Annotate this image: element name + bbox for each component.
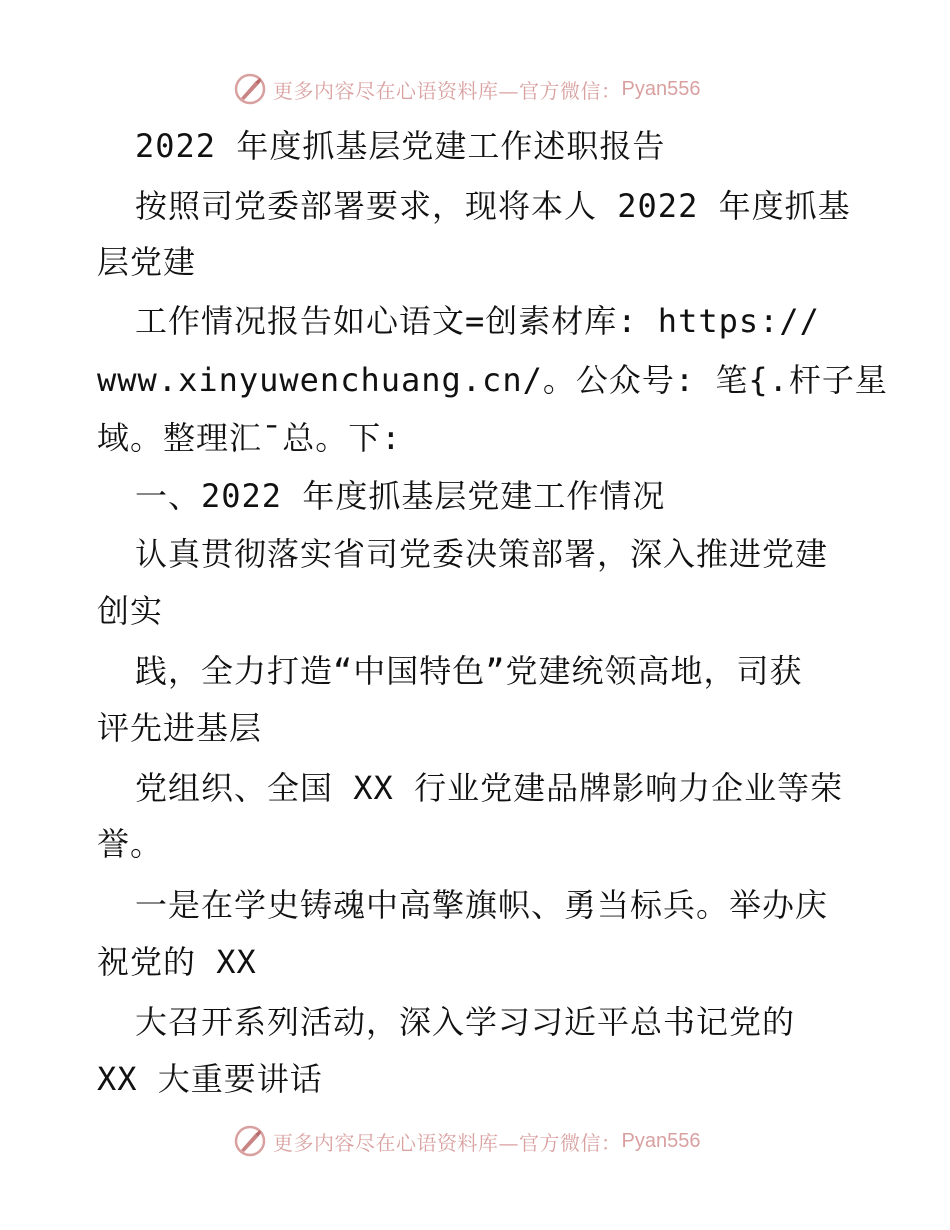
paragraph-line: 按照司党委部署要求，现将本人 2022 年度抓基 bbox=[135, 187, 851, 225]
watermark-header bbox=[233, 72, 700, 106]
paragraph-line: XX 大重要讲话 bbox=[97, 1060, 323, 1098]
paragraph-line: 域。整理汇¯总。下: bbox=[97, 419, 402, 457]
paragraph-line: 大召开系列活动，深入学习习近平总书记党的 bbox=[135, 1003, 796, 1041]
watermark-wechat-id: Pyan556 bbox=[621, 1129, 701, 1152]
paragraph-line: 评先进基层 bbox=[97, 709, 263, 747]
paragraph-line: 工作情况报告如心语文=创素材库: https:// bbox=[135, 302, 820, 340]
paragraph-line: 党组织、全国 XX 行业党建品牌影响力企业等荣 bbox=[135, 769, 844, 807]
paragraph-line: 创实 bbox=[97, 592, 164, 630]
quill-logo-icon bbox=[233, 72, 267, 106]
paragraph-line: 祝党的 XX bbox=[97, 943, 257, 981]
watermark-wechat-id: Pyan556 bbox=[621, 77, 701, 100]
paragraph-line: www.xinyuwenchuang.cn/。公众号: 笔{.杆子星 bbox=[97, 361, 888, 399]
paragraph-line: 层党建 bbox=[97, 243, 197, 281]
paragraph-line: 认真贯彻落实省司党委决策部署，深入推进党建 bbox=[135, 535, 829, 573]
watermark-footer bbox=[233, 1124, 700, 1158]
watermark-text: 更多内容尽在心语资料库—官方微信： bbox=[273, 1130, 622, 1155]
paragraph-line: 一是在学史铸魂中高擎旗帜、勇当标兵。举办庆 bbox=[135, 886, 829, 924]
watermark-text: 更多内容尽在心语资料库—官方微信： bbox=[273, 78, 622, 103]
section-heading: 一、2022 年度抓基层党建工作情况 bbox=[135, 477, 666, 515]
quill-logo-icon bbox=[233, 1124, 267, 1158]
paragraph-line: 践，全力打造“中国特色”党建统领高地，司获 bbox=[135, 652, 803, 690]
document-title: 2022 年度抓基层党建工作述职报告 bbox=[135, 127, 666, 165]
paragraph-line: 誉。 bbox=[97, 825, 164, 863]
